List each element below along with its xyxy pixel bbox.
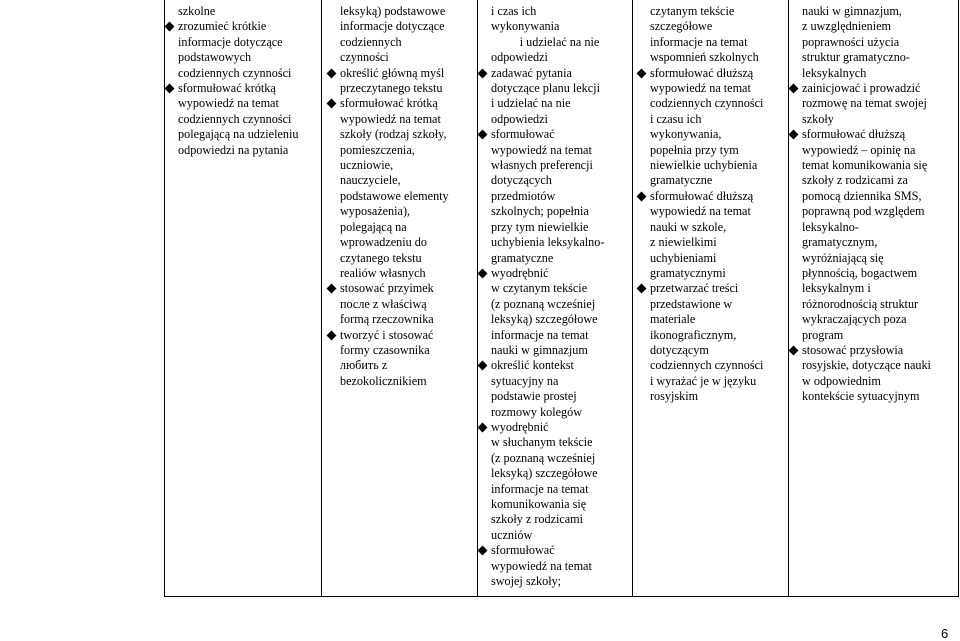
text-line [650,143,784,158]
bullet-item [178,81,317,96]
text-line [650,343,784,358]
line-text: zainicjować i prowadzić [802,81,921,96]
text-line [340,143,473,158]
line-text: bezokolicznikiem [340,373,427,388]
line-text: z uwzględnieniem [802,19,892,34]
text-line [491,81,628,96]
line-text: (z poznaną wcześniej [491,450,596,465]
text-line [178,143,317,158]
text-line [178,127,317,142]
line-text: gramatyczne [650,173,713,188]
text-line [802,19,954,34]
text-line [802,266,954,281]
text-line [650,251,784,266]
line-text: leksykalno- [802,219,859,234]
text-line [178,50,317,65]
text-line [178,4,317,19]
line-text: poprawności użycia [802,34,900,49]
line-text: niewielkie uchybienia [650,158,758,173]
line-text: wypowiedź na temat [650,81,751,96]
text-line [491,204,628,219]
table-cell-grade-3 [478,0,632,596]
diamond-bullet-icon [789,130,799,140]
diamond-bullet-icon [478,268,488,278]
line-text: codziennych czynności [650,96,764,111]
line-text: wypowiedź na temat [178,96,279,111]
text-line [491,328,628,343]
text-line [340,312,473,327]
line-text: i udzielać na nie [491,96,571,111]
line-text: własnych preferencji [491,158,593,173]
diamond-bullet-icon [478,423,488,433]
line-text: komunikowania się [491,497,587,511]
text-line [491,50,628,65]
line-text: wykonywania, [650,127,722,142]
line-text: czytanego tekstu [340,250,422,265]
text-line [802,328,954,343]
text-line [802,112,954,127]
line-text: szkoły [802,111,834,126]
text-line [802,66,954,81]
diamond-bullet-icon [789,345,799,355]
text-line [491,435,628,450]
line-text: szkolnych; popełnia [491,204,589,219]
line-text: formy czasownika [340,342,430,357]
line-text: informacje na temat [650,34,748,49]
text-line [491,251,628,266]
line-text: w słuchanym tekście [491,435,593,450]
line-text: wprowadzeniu do [340,235,427,250]
text-line [491,466,628,481]
text-line [491,574,628,589]
text-line [491,312,628,327]
text-line [650,112,784,127]
line-text: stosować przyimek [340,281,434,296]
line-text: после z właściwą [340,296,427,311]
line-text: różnorodnością struktur [802,296,919,311]
line-text: podstawowe elementy [340,188,449,203]
line-text: wykonywania [491,19,560,34]
bullet-item [650,281,784,296]
bullet-item [802,127,954,142]
line-text: czynności [340,50,389,65]
table-cell-grade-2 [323,0,477,596]
line-text: program [802,327,844,342]
text-line [650,235,784,250]
line-text: wypowiedź na temat [650,204,751,219]
line-text: wykraczających poza [802,312,907,327]
text-line [802,251,954,266]
bullet-item [340,281,473,296]
diamond-bullet-icon [165,22,175,32]
text-line [340,204,473,219]
text-line [491,235,628,250]
diamond-bullet-icon [478,68,488,78]
line-text: wyróżniającą się [802,250,884,265]
text-line [650,204,784,219]
text-line [802,312,954,327]
line-text: określić kontekst [491,358,574,373]
line-text: sformułować dłuższą [650,65,754,80]
line-text: z niewielkimi [650,235,717,250]
line-text: tworzyć i stosować [340,327,434,342]
text-line [802,358,954,373]
page-number: 6 [941,626,949,641]
text-line [340,50,473,65]
diamond-bullet-icon [478,546,488,556]
line-text: sformułować [491,127,555,142]
bullet-item [650,189,784,204]
table-cell-grade-4 [633,0,788,596]
line-text: poprawną pod względem [802,204,925,219]
line-text: polegającą na [340,219,407,234]
table-cell-grade-1 [165,0,321,596]
line-text: (z poznaną wcześniej [491,296,596,311]
line-text: rozmowy kolegów [491,404,583,419]
line-text: rosyjskim [650,389,699,404]
line-text: codziennych [340,34,402,49]
line-text: informacje na temat [491,327,589,342]
line-text: podstawowych [178,50,252,65]
text-line [178,112,317,127]
line-text: sformułować [491,543,555,558]
line-text: nauki w gimnazjum [491,342,588,357]
line-text: szkolne [178,4,216,18]
text-line [491,173,628,188]
text-line [650,96,784,111]
diamond-bullet-icon [789,84,799,94]
text-line [178,35,317,50]
text-line [340,189,473,204]
line-text: nauki w szkole, [650,219,727,234]
text-line [178,96,317,111]
text-line [650,358,784,373]
text-line [340,81,473,96]
line-text: uchybienia leksykalno- [491,235,605,250]
line-text: wypowiedź na temat [340,111,441,126]
bullet-item [491,127,628,142]
line-text: gramatyczne [491,250,554,265]
text-line [340,158,473,173]
line-text: sformułować krótką [178,81,276,96]
text-line [340,358,473,373]
line-text: pomieszczenia, [340,142,415,157]
text-line [802,4,954,19]
text-line [650,328,784,343]
line-text: codziennych czynności [178,111,292,126]
text-line [802,96,954,111]
line-text: odpowiedzi [491,50,548,65]
text-line [491,35,628,50]
diamond-bullet-icon [327,330,337,340]
line-text: nauczyciele, [340,173,401,188]
line-text: struktur gramatyczno- [802,50,910,65]
line-text: uczniów [491,527,533,542]
text-line [340,235,473,250]
line-text: zadawać pytania [491,65,572,80]
text-line [491,19,628,34]
text-line [650,35,784,50]
line-text: kontekście sytuacyjnym [802,389,920,404]
line-text: gramatycznymi [650,265,726,280]
line-text: sformułować dłuższą [802,127,906,142]
text-line [802,50,954,65]
text-line [340,297,473,312]
text-line [491,343,628,358]
line-text: gramatycznym, [802,235,878,250]
text-line [802,143,954,158]
text-line [491,389,628,404]
text-line [491,4,628,19]
text-line [491,220,628,235]
line-text: sytuacyjny na [491,373,559,388]
line-text: szczegółowe [650,19,713,34]
diamond-bullet-icon [478,361,488,371]
line-text: temat komunikowania się [802,158,928,173]
line-text: i udzielać na nie [519,34,600,49]
line-text: wyodrębnić [491,419,549,434]
text-line [802,374,954,389]
text-line [650,158,784,173]
line-text: realiów własnych [340,265,426,280]
text-line [650,50,784,65]
line-text: leksyką) podstawowe [340,4,446,18]
diamond-bullet-icon [478,130,488,140]
line-text: przy tym niewielkie [491,219,589,234]
text-line [491,482,628,497]
line-text: wspomnień szkolnych [650,50,759,65]
line-text: rozmowę na temat swojej [802,96,927,111]
diamond-bullet-icon [637,284,647,294]
text-line [491,297,628,312]
bullet-item [340,328,473,343]
table-cell-grade-5 [789,0,958,596]
text-line [340,35,473,50]
text-line [340,220,473,235]
diamond-bullet-icon [637,68,647,78]
text-line [802,35,954,50]
text-line [650,127,784,142]
text-line [802,158,954,173]
text-line [491,96,628,111]
line-text: sformułować dłuższą [650,188,754,203]
text-line [491,512,628,527]
text-line [802,173,954,188]
line-text: wypowiedź na temat [491,558,592,573]
line-text: szkoły (rodzaj szkoły, [340,127,447,142]
text-line [650,220,784,235]
line-text: materiale [650,312,696,327]
line-text: dotyczących [491,173,552,188]
line-text: odpowiedzi [491,111,548,126]
text-line [802,189,954,204]
line-text: i wyrażać je w języku [650,373,757,388]
line-text: wyodrębnić [491,265,549,280]
bullet-item [340,96,473,111]
line-text: i czasu ich [650,111,702,126]
text-line [340,343,473,358]
line-text: leksykalnym i [802,281,871,296]
line-text: i czas ich [491,4,537,18]
line-text: wypowiedź – opinię na [802,142,916,157]
line-text: leksykalnych [802,65,867,80]
text-line [802,235,954,250]
text-line [802,204,954,219]
line-text: przedmiotów [491,188,556,203]
bullet-item [491,358,628,373]
line-text: pomocą dziennika SMS, [802,188,922,203]
text-line [650,173,784,188]
line-text: rosyjskie, dotyczące nauki [802,358,931,373]
line-text: leksyką) szczegółowe [491,466,598,481]
line-text: stosować przysłowia [802,342,904,357]
text-line [340,19,473,34]
line-text: dotyczące planu lekcji [491,81,600,96]
text-line [650,389,784,404]
line-text: płynnością, bogactwem [802,265,918,280]
text-line [491,281,628,296]
text-line [802,389,954,404]
text-line [491,189,628,204]
text-line [491,158,628,173]
diamond-bullet-icon [327,99,337,109]
text-line [802,220,954,235]
line-text: informacje dotyczące [178,34,283,49]
line-text: w czytanym tekście [491,281,588,296]
bullet-item [178,19,317,34]
text-line [340,127,473,142]
diamond-bullet-icon [637,191,647,201]
text-line [802,281,954,296]
diamond-bullet-icon [165,84,175,94]
text-line [650,312,784,327]
column-divider [321,0,322,596]
line-text: wypowiedź na temat [491,142,592,157]
bullet-item [491,543,628,558]
line-text: przetwarzać treści [650,281,739,296]
text-line [340,4,473,19]
text-line [491,559,628,574]
bullet-item [802,343,954,358]
text-line [491,405,628,420]
text-line [802,297,954,312]
bullet-item [491,266,628,281]
line-text: uczniowie, [340,158,394,173]
line-text: informacje na temat [491,481,589,496]
text-line [650,4,784,19]
bullet-item [650,66,784,81]
text-line [650,266,784,281]
line-text: uchybieniami [650,250,717,265]
line-text: w odpowiednim [802,373,881,388]
line-text: informacje dotyczące [340,19,445,34]
line-text: wyposażenia), [340,204,411,219]
line-text: swojej szkoły; [491,574,562,589]
criteria-table [164,0,959,597]
line-text: codziennych czynności [650,358,764,373]
text-line [340,266,473,281]
line-text: podstawie prostej [491,389,577,404]
text-line [650,19,784,34]
line-text: nauki w gimnazjum, [802,4,902,18]
bullet-item [491,66,628,81]
text-line [491,143,628,158]
text-line [491,451,628,466]
text-line [491,497,628,512]
text-line [650,81,784,96]
line-text: zrozumieć krótkie [178,19,267,34]
diamond-bullet-icon [327,284,337,294]
bullet-item [340,66,473,81]
line-text: любить z [340,358,388,373]
bullet-item [802,81,954,96]
line-text: polegającą na udzieleniu [178,127,299,142]
line-text: odpowiedzi na pytania [178,142,289,157]
text-line [178,66,317,81]
line-text: szkoły z rodzicami za [802,173,908,188]
line-text: przedstawione w [650,296,733,311]
text-line [340,112,473,127]
line-text: formą rzeczownika [340,312,434,327]
line-text: przeczytanego tekstu [340,81,443,96]
text-line [650,297,784,312]
text-line [491,112,628,127]
bullet-item [491,420,628,435]
line-text: sformułować krótką [340,96,438,111]
line-text: dotyczącym [650,342,709,357]
line-text: określić główną myśl [340,65,445,80]
line-text: ikonograficznym, [650,327,737,342]
line-text: leksyką) szczegółowe [491,312,598,327]
line-text: czytanym tekście [650,4,735,18]
text-line [340,251,473,266]
text-line [491,374,628,389]
text-line [650,374,784,389]
text-line [340,374,473,389]
diamond-bullet-icon [327,68,337,78]
line-text: popełnia przy tym [650,142,739,157]
text-line [491,528,628,543]
line-text: codziennych czynności [178,65,292,80]
text-line [340,173,473,188]
line-text: szkoły z rodzicami [491,512,584,527]
